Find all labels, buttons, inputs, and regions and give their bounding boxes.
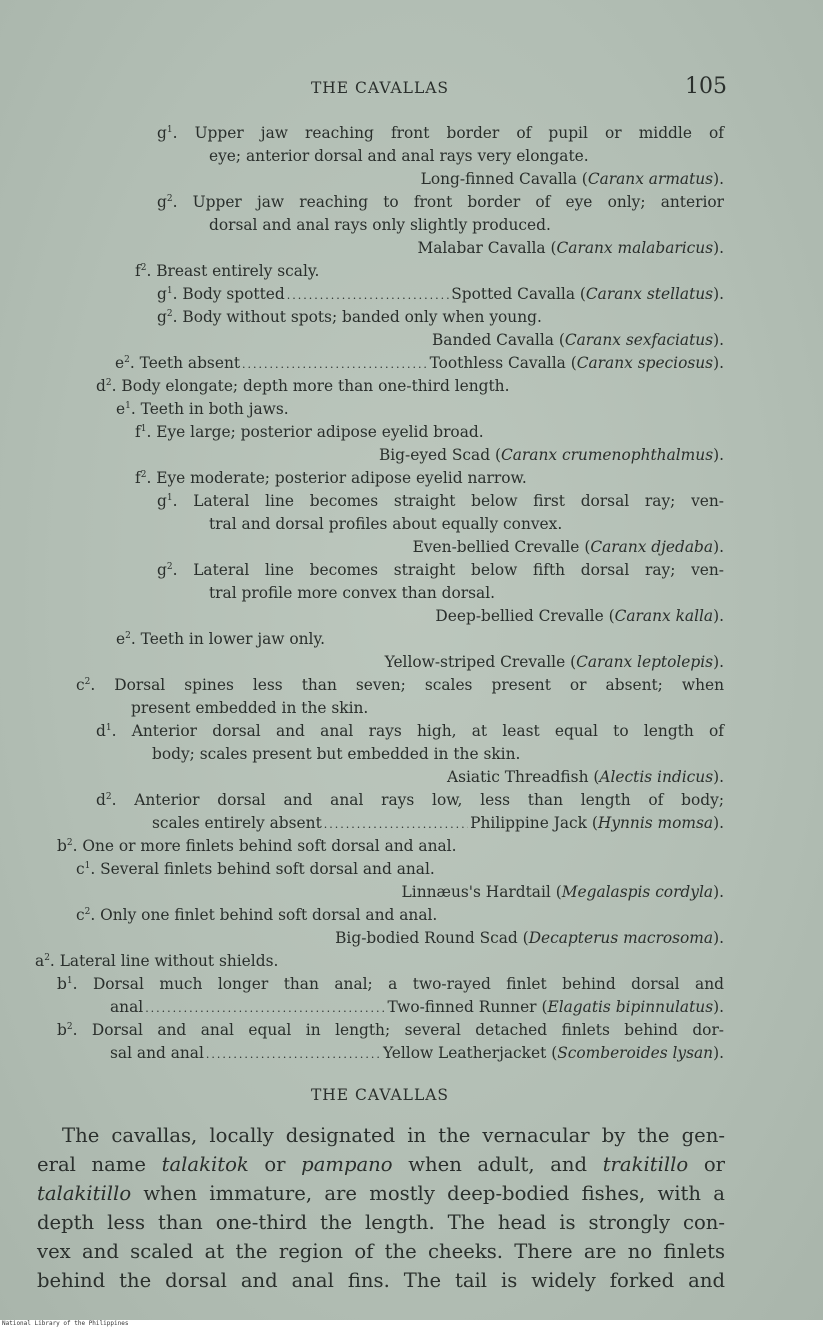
key-text: tral and dorsal profiles about equally convex. [209,515,563,533]
vernacular-name: trakitillo [602,1153,689,1176]
scientific-name: Alectis indicus [599,768,714,786]
key-line [35,950,400,973]
paragraph-line [37,1237,725,1266]
key-superscript: 1 [84,861,91,871]
common-name: Two-finned Runner [387,998,537,1016]
key-line: Even-bellied Crevalle (Caranx djedaba). [412,538,724,556]
scientific-name: Caranx kalla [614,607,714,625]
key-text: . Eye large; posterior adipose eyelid broad. [146,423,484,441]
key-letter: b [57,975,67,993]
key-line [76,904,560,927]
key-letter: b [57,1021,67,1039]
key-line: Malabar Cavalla (Caranx malabaricus). [417,239,724,257]
key-text: dorsal and anal rays only slightly produced. [209,216,551,234]
scientific-name: Caranx stellatus [585,285,714,303]
key-letter: d [96,377,106,395]
scientific-name: Caranx armatus [587,170,714,188]
paragraph-text: when adult, and [392,1153,603,1176]
vernacular-name: talakitillo [37,1182,132,1205]
key-text: . Dorsal and anal equal in length; several detached finlets behind dor- [72,1021,724,1039]
common-name: Spotted Cavalla [451,285,575,303]
key-line [116,628,420,651]
key-superscript: 2 [66,1022,73,1032]
common-name: Asiatic Threadfish [447,768,589,786]
key-letter: f [135,423,141,441]
key-text: . Several finlets behind soft dorsal and anal. [90,860,435,878]
key-text: . Only one finlet behind soft dorsal and anal. [90,906,438,924]
key-lead-text [110,996,143,1019]
key-superscript: 2 [124,355,130,365]
key-superscript: 2 [105,378,112,388]
scientific-name: Megalaspis cordyla [561,883,714,901]
key-text: . Lateral line without shields. [49,952,279,970]
key-line [76,674,724,697]
paragraph-text: or [248,1153,302,1176]
paragraph-line [37,1150,725,1179]
key-letter: g [157,308,167,326]
common-name: Malabar Cavalla [417,239,546,257]
key-superscript: 2 [105,792,112,802]
common-name: Toothless Cavalla [429,354,566,372]
key-line: Asiatic Threadfish (Alectis indicus). [447,768,724,786]
common-name: Yellow-striped Crevalle [384,653,566,671]
common-name: Even-bellied Crevalle [412,538,580,556]
key-superscript: 2 [84,907,91,917]
key-line [157,122,724,145]
paragraph-text: eral name [37,1153,162,1176]
key-line [157,306,640,329]
key-text: anal [110,998,144,1016]
key-line [135,421,600,444]
key-text: . Eye moderate; posterior adipose eyelid narrow. [146,469,527,487]
scientific-name: Hynnis momsa [597,814,714,832]
key-line: Big-bodied Round Scad (Decapterus macrosoma). [335,929,724,947]
key-lead-text [152,812,322,835]
section-heading: THE CAVALLAS [310,1086,450,1104]
paragraph-line [37,1179,725,1208]
common-name: Long-finned Cavalla [420,170,577,188]
key-line [152,743,640,766]
common-name: Philippine Jack [470,814,587,832]
key-line [157,283,724,306]
key-superscript: 2 [140,263,147,273]
key-text: scales entirely absent [152,814,322,832]
key-text: . Teeth in both jaws. [130,400,289,418]
key-species: Two-finned Runner (Elagatis bipinnulatus). [387,998,724,1016]
key-superscript: 2 [166,562,173,572]
scientific-name: Caranx sexfaciatus [564,331,714,349]
key-letter: g [157,561,167,579]
key-text: present embedded in the skin. [131,699,369,717]
key-letter: e [116,630,126,648]
key-line [209,145,680,168]
key-line: Banded Cavalla (Caranx sexfaciatus). [431,331,724,349]
key-line [209,214,640,237]
key-species: Philippine Jack (Hynnis momsa). [470,814,724,832]
dot-leader [145,997,385,1020]
key-superscript: 1 [140,424,147,434]
key-superscript: 2 [44,953,50,963]
key-line [209,582,560,605]
key-letter: e [115,354,125,372]
key-line [157,490,724,513]
key-line [76,858,560,881]
key-letter: a [35,952,45,970]
key-text: . Breast entirely scaly. [146,262,320,280]
key-line [157,559,724,582]
key-lead-text [115,352,240,375]
key-superscript: 2 [166,194,173,204]
key-line [135,467,640,490]
key-text: . Dorsal much longer than anal; a two-rayed finlet behind dorsal and [72,975,724,993]
key-text: . Anterior dorsal and anal rays high, at least equal to length of [111,722,724,740]
key-line: Deep-bellied Crevalle (Caranx kalla). [435,607,724,625]
scientific-name: Decapterus macrosoma [528,929,714,947]
key-text: tral profile more convex than dorsal. [209,584,496,602]
key-text: . Lateral line becomes straight below fifth dorsal ray; ven- [172,561,724,579]
key-letter: d [96,791,106,809]
key-text: . Upper jaw reaching front border of pupil or middle of [172,124,724,142]
key-letter: c [76,860,85,878]
dot-leader [287,284,450,307]
scientific-name: Scomberoides lysan [557,1044,714,1062]
scientific-name: Caranx crumenophthalmus [500,446,714,464]
key-text: . Body elongate; depth more than one-third length. [111,377,510,395]
key-superscript: 2 [84,677,91,687]
key-line [209,513,660,536]
key-superscript: 1 [166,286,173,296]
key-line: Big-eyed Scad (Caranx crumenophthalmus). [378,446,724,464]
paragraph-line [37,1266,725,1295]
common-name: Big-eyed Scad [378,446,491,464]
dot-leader [206,1043,381,1066]
key-text: . Anterior dorsal and anal rays low, less than length of body; [111,791,724,809]
key-line [116,398,420,421]
key-text: . Dorsal spines less than seven; scales present or absent; when [90,676,724,694]
common-name: Banded Cavalla [431,331,554,349]
key-text: . Teeth absent [129,354,241,372]
key-text: . One or more finlets behind soft dorsal and anal. [72,837,457,855]
key-letter: d [96,722,106,740]
key-superscript: 2 [166,309,173,319]
key-superscript: 2 [66,838,73,848]
paragraph-line [62,1121,725,1150]
paragraph-text: vex and scaled at the region of the cheeks. There are no finlets [37,1240,725,1263]
key-letter: f [135,262,141,280]
key-superscript: 1 [105,723,112,733]
paragraph-text: depth less than one-third the length. The head is strongly con- [37,1211,725,1234]
key-text: sal and anal [110,1044,204,1062]
page-number: 105 [685,74,727,99]
key-text: . Upper jaw reaching to front border of eye only; anterior [172,193,724,211]
running-head: THE CAVALLAS [310,79,450,97]
key-line [96,720,724,743]
key-line: Linnæus's Hardtail (Megalaspis cordyla). [401,883,724,901]
key-letter: c [76,676,85,694]
key-text: . Body without spots; banded only when young. [172,308,542,326]
key-superscript: 2 [125,631,131,641]
key-line [57,835,580,858]
key-letter: g [157,193,167,211]
key-superscript: 1 [166,125,173,135]
key-superscript: 2 [140,470,147,480]
common-name: Deep-bellied Crevalle [435,607,604,625]
key-letter: g [157,492,167,510]
dot-leader [242,353,428,376]
key-text: body; scales present but embedded in the skin. [152,745,521,763]
key-line [131,697,400,720]
key-line [110,1042,724,1065]
common-name: Yellow Leatherjacket [382,1044,547,1062]
key-line [115,352,724,375]
key-line: Yellow-striped Crevalle (Caranx leptolepis). [384,653,724,671]
common-name: Linnæus's Hardtail [401,883,551,901]
paragraph-line [37,1208,725,1237]
key-species: Toothless Cavalla (Caranx speciosus). [429,354,724,372]
paragraph-text: behind the dorsal and anal fins. The tail is widely forked and [37,1269,725,1292]
key-line [57,1019,724,1042]
key-superscript: 1 [125,401,131,411]
paragraph-text: or [688,1153,725,1176]
key-line [57,973,724,996]
vernacular-name: pampano [301,1153,393,1176]
key-text: . Lateral line becomes straight below first dorsal ray; ven- [172,492,724,510]
key-line [96,375,620,398]
key-text: . Body spotted [172,285,285,303]
paragraph-text: when immature, are mostly deep-bodied fishes, with a [131,1182,725,1205]
scientific-name: Elagatis bipinnulatus [547,998,714,1016]
key-line [135,260,500,283]
paragraph-text: The cavallas, locally designated in the vernacular by the gen- [62,1124,725,1147]
key-text: . Teeth in lower jaw only. [130,630,326,648]
scientific-name: Caranx malabaricus [556,239,714,257]
key-letter: b [57,837,67,855]
scientific-name: Caranx speciosus [576,354,714,372]
key-letter: g [157,285,167,303]
key-line [96,789,724,812]
key-superscript: 1 [66,976,73,986]
dot-leader [324,813,468,836]
key-letter: g [157,124,167,142]
key-species: Spotted Cavalla (Caranx stellatus). [451,285,724,303]
key-lead-text [110,1042,204,1065]
key-letter: f [135,469,141,487]
key-superscript: 1 [166,493,173,503]
footer-credit: National Library of the Philippines [0,1320,823,1328]
key-line [152,812,724,835]
scientific-name: Caranx leptolepis [576,653,714,671]
vernacular-name: talakitok [161,1153,249,1176]
key-line: Long-finned Cavalla (Caranx armatus). [420,170,724,188]
key-species: Yellow Leatherjacket (Scomberoides lysan). [382,1044,724,1062]
key-line [157,191,724,214]
key-letter: c [76,906,85,924]
key-line [110,996,724,1019]
key-lead-text [157,283,285,306]
key-letter: e [116,400,126,418]
scientific-name: Caranx djedaba [590,538,714,556]
key-text: eye; anterior dorsal and anal rays very elongate. [209,147,589,165]
common-name: Big-bodied Round Scad [335,929,518,947]
